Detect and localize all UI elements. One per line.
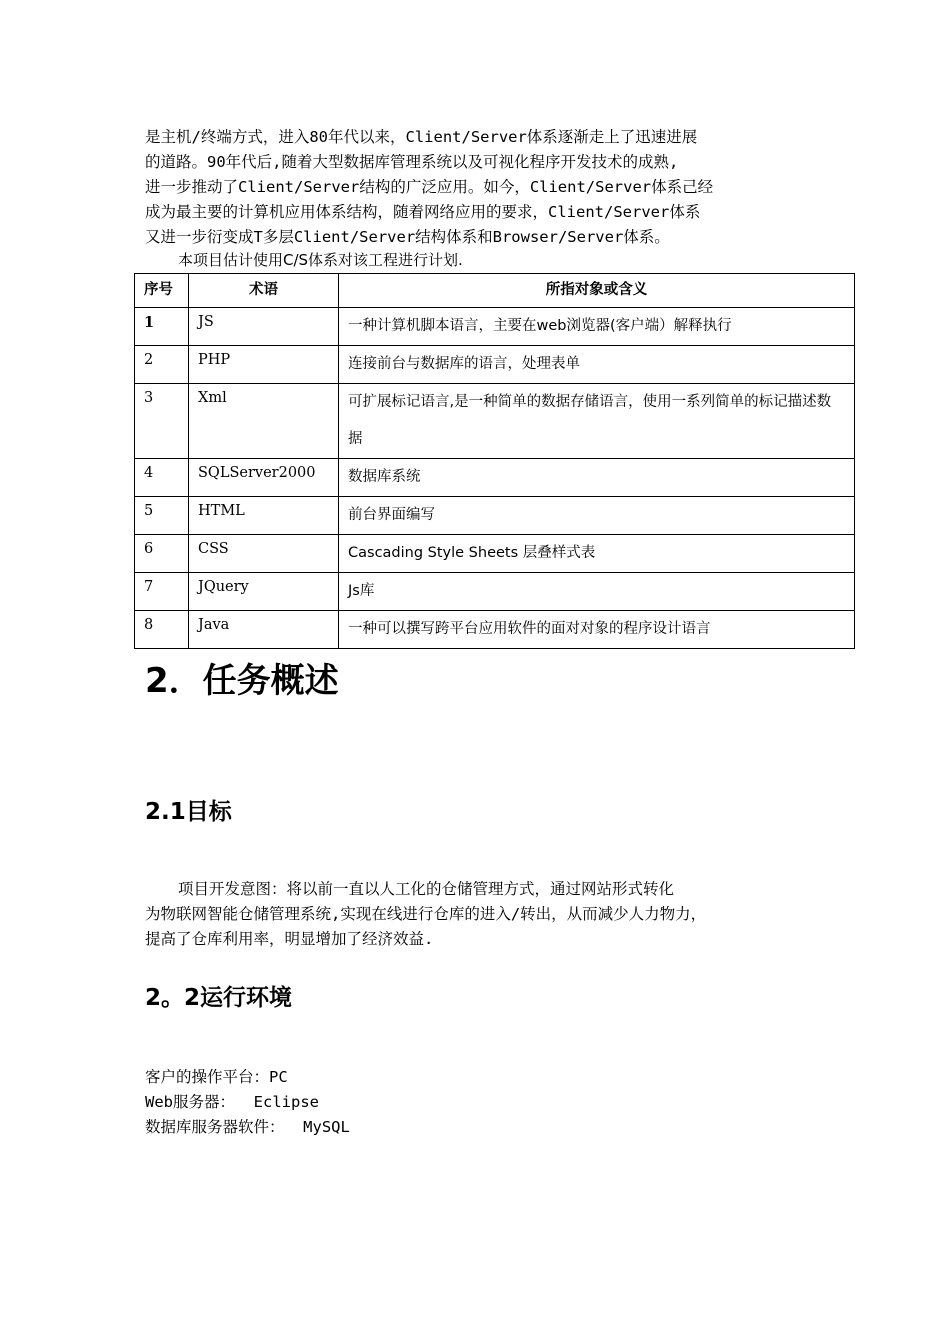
plan-sentence: 本项目估计使用C/S体系对该工程进行计划. <box>178 251 463 269</box>
intro-line: 进一步推动了Client/Server结构的广泛应用。如今，Client/Server体系己经 <box>145 178 714 196</box>
row-meaning: 一种计算机脚本语言，主要在web浏览器(客户端）解释执行 <box>339 308 855 346</box>
runtime-env-list <box>145 1065 825 1140</box>
row-meaning: Js库 <box>339 573 855 611</box>
row-num: 1 <box>135 308 189 346</box>
row-num: 2 <box>135 346 189 384</box>
row-meaning: 一种可以撰写跨平台应用软件的面对对象的程序设计语言 <box>339 611 855 649</box>
table-row <box>135 497 855 535</box>
terms-table <box>134 273 855 649</box>
env-line: 客户的操作平台：PC <box>145 1068 288 1086</box>
row-num: 7 <box>135 573 189 611</box>
table-row <box>135 459 855 497</box>
table-row <box>135 611 855 649</box>
subsection-heading-goal: 2.1目标 <box>145 799 232 825</box>
header-meaning: 所指对象或含义 <box>339 274 855 308</box>
header-term: 术语 <box>189 274 339 308</box>
row-term: PHP <box>189 346 339 384</box>
section-heading-task-overview: 2．任务概述 <box>145 661 339 701</box>
intro-line: 是主机/终端方式，进入80年代以来，Client/Server体系逐渐走上了迅速进展 <box>145 128 698 146</box>
env-line: 数据库服务器软件： MySQL <box>145 1118 350 1136</box>
intro-line: 又进一步衍变成T多层Client/Server结构体系和Browser/Server体系。 <box>145 228 670 246</box>
row-meaning: 连接前台与数据库的语言，处理表单 <box>339 346 855 384</box>
row-term: HTML <box>189 497 339 535</box>
intro-line: 的道路。90年代后,随着大型数据库管理系统以及可视化程序开发技术的成熟, <box>145 153 679 171</box>
table-row <box>135 535 855 573</box>
row-num: 8 <box>135 611 189 649</box>
goal-line: 项目开发意图：将以前一直以人工化的仓储管理方式，通过网站形式转化 <box>178 880 675 898</box>
goal-line: 提高了仓库利用率，明显增加了经济效益. <box>145 930 434 948</box>
row-meaning: 前台界面编写 <box>339 497 855 535</box>
row-meaning: 可扩展标记语言,是一种简单的数据存储语言，使用一系列简单的标记描述数据 <box>339 384 855 459</box>
row-term: CSS <box>189 535 339 573</box>
table-row <box>135 346 855 384</box>
intro-paragraph <box>145 125 825 250</box>
table-row <box>135 573 855 611</box>
row-num: 4 <box>135 459 189 497</box>
row-term: Java <box>189 611 339 649</box>
row-num: 3 <box>135 384 189 459</box>
goal-line: 为物联网智能仓储管理系统,实现在线进行仓库的进入/转出，从而减少人力物力， <box>145 905 707 923</box>
table-header-row <box>135 274 855 308</box>
row-num: 5 <box>135 497 189 535</box>
row-term: Xml <box>189 384 339 459</box>
row-meaning: 数据库系统 <box>339 459 855 497</box>
intro-line: 成为最主要的计算机应用体系结构，随着网络应用的要求，Client/Server体系 <box>145 203 701 221</box>
row-term: JS <box>189 308 339 346</box>
row-num: 6 <box>135 535 189 573</box>
table-row <box>135 308 855 346</box>
header-num: 序号 <box>135 274 189 308</box>
row-meaning: Cascading Style Sheets 层叠样式表 <box>339 535 855 573</box>
env-line: Web服务器： Eclipse <box>145 1093 319 1111</box>
subsection-heading-runtime-env: 2。2运行环境 <box>145 985 293 1011</box>
goal-paragraph <box>145 877 825 952</box>
table-row <box>135 384 855 459</box>
row-term: SQLServer2000 <box>189 459 339 497</box>
row-term: JQuery <box>189 573 339 611</box>
